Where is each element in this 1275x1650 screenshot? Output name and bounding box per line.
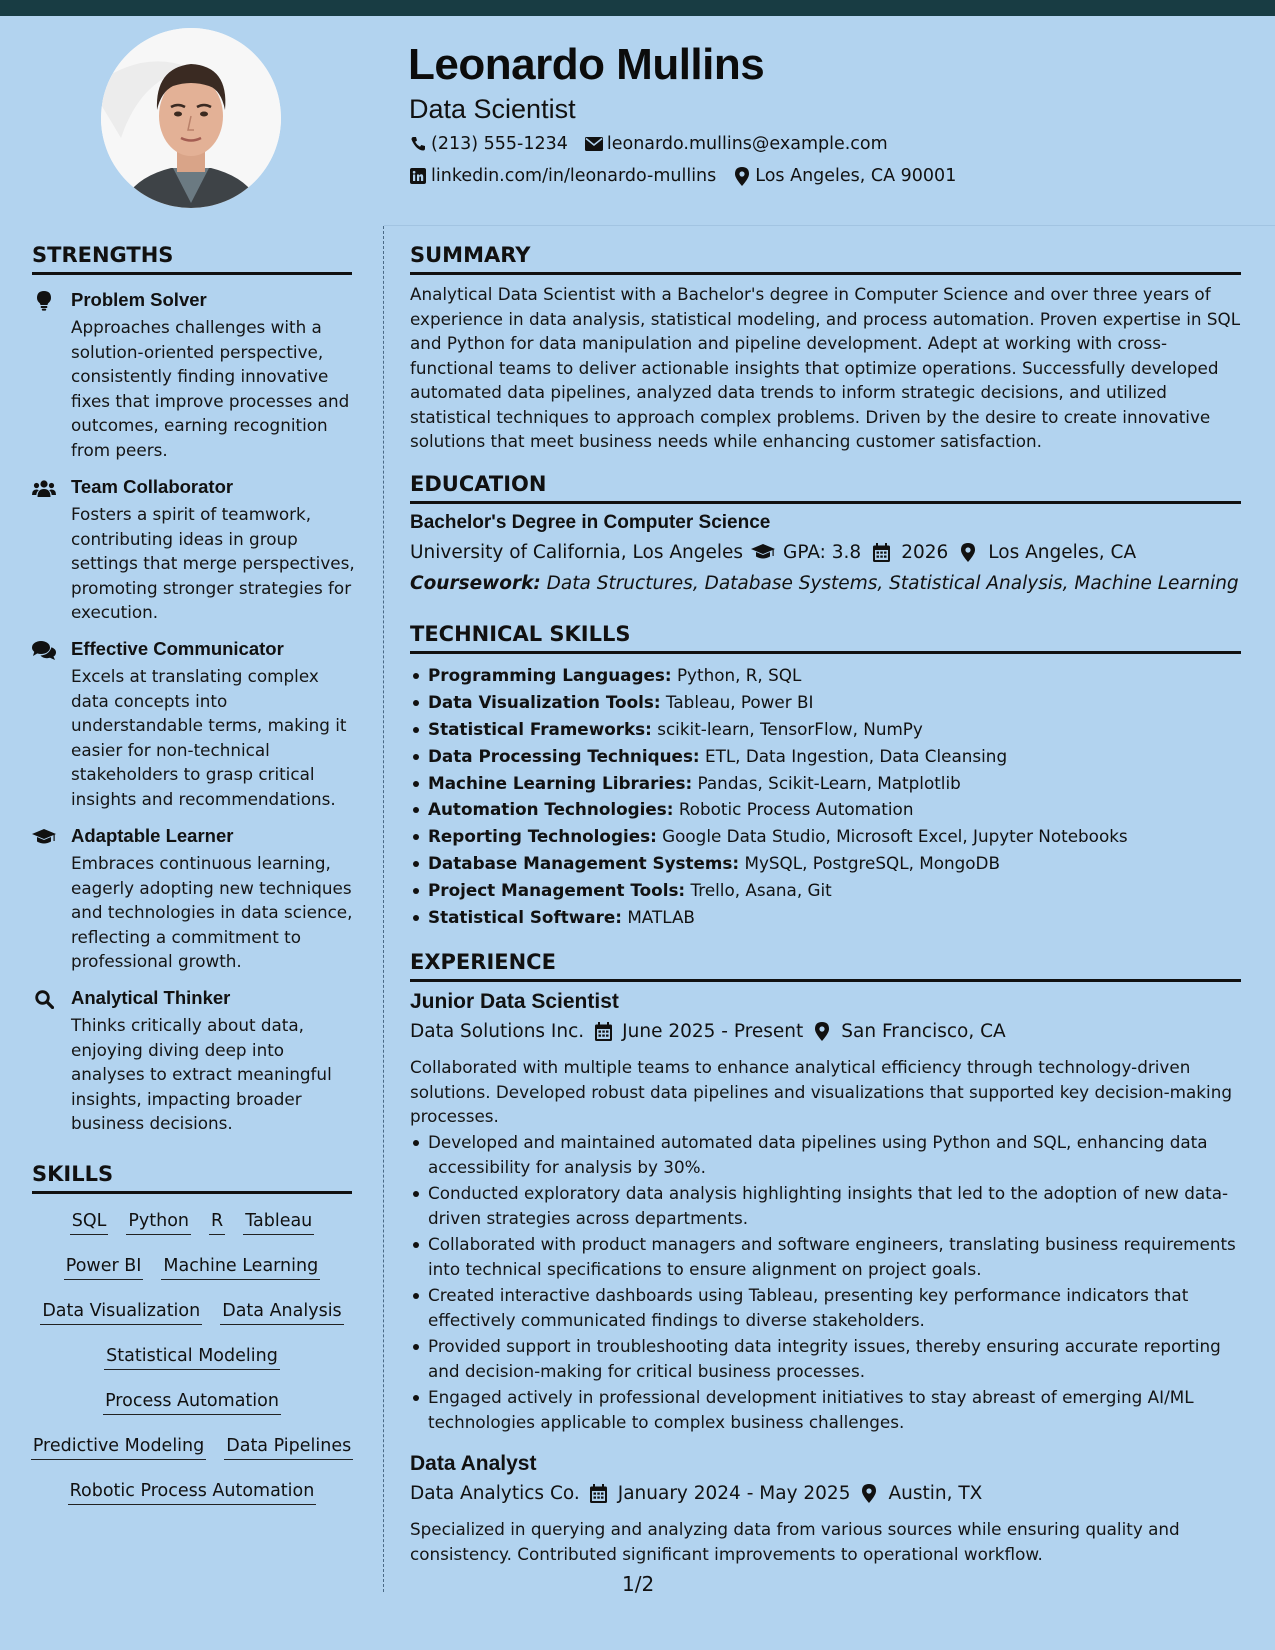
job-title: Junior Data Scientist	[410, 990, 619, 1013]
strength-description: Thinks critically about data, enjoying diving deep into analyses to extract meaningful insights, impacting broader business decisions.	[71, 1015, 332, 1133]
skills-row	[32, 1211, 352, 1235]
list-item: Developed and maintained automated data pipelines using Python and SQL, enhancing data accessibility for analysis by 30%.	[410, 1130, 1245, 1179]
strengths-heading: STRENGTHS	[32, 243, 174, 267]
phone-number[interactable]: (213) 555-1234	[431, 134, 568, 154]
list-item: Created interactive dashboards using Tableau, presenting key performance indicators that effectively communicated findings to diverse stakeholders.	[410, 1283, 1245, 1332]
skill-tag: Data Visualization	[40, 1301, 202, 1325]
job-dates: January 2024 - May 2025	[617, 1483, 851, 1504]
technical-skills-heading: TECHNICAL SKILLS	[410, 622, 631, 646]
contact-row-1	[408, 134, 888, 154]
comments-icon	[32, 640, 56, 660]
calendar-icon	[592, 1022, 614, 1041]
users-icon	[32, 478, 56, 498]
linkedin-link[interactable]: linkedin.com/in/leonardo-mullins	[431, 166, 717, 186]
skill-tag: Robotic Process Automation	[68, 1481, 317, 1505]
skill-tag: Machine Learning	[161, 1256, 320, 1280]
gpa: GPA: 3.8	[783, 542, 862, 563]
skills-row	[32, 1346, 352, 1370]
list-item: Statistical Frameworks: scikit-learn, TensorFlow, NumPy	[410, 716, 1128, 743]
skill-tag: SQL	[70, 1211, 109, 1235]
skill-tag: R	[209, 1211, 225, 1235]
strength-title: Problem Solver	[71, 289, 207, 310]
strength-description: Embraces continuous learning, eagerly adopting new techniques and technologies in data science, reflecting a commitment to professional growth.	[71, 853, 353, 971]
skills-row	[32, 1256, 352, 1280]
education-rule	[410, 501, 1241, 504]
school-name: University of California, Los Angeles	[410, 542, 744, 563]
school-location: Los Angeles, CA	[988, 542, 1137, 563]
job-dates: June 2025 - Present	[622, 1021, 804, 1042]
strength-title: Analytical Thinker	[71, 987, 231, 1008]
coursework-label: Coursework:	[410, 573, 541, 594]
education-details	[410, 542, 1136, 563]
graduation-cap-icon	[32, 827, 56, 847]
summary-heading: SUMMARY	[410, 243, 531, 267]
search-icon	[32, 989, 56, 1009]
strength-title: Team Collaborator	[71, 476, 234, 497]
job-description: Collaborated with multiple teams to enhance analytical efficiency through technology-driven solutions. Developed robust data pipelines and visualizations that supported key decision-making processes.	[410, 1057, 1232, 1126]
map-marker-icon	[858, 1484, 880, 1503]
job-location: San Francisco, CA	[841, 1021, 1006, 1042]
skill-tag: Data Pipelines	[224, 1436, 353, 1460]
column-divider	[383, 226, 384, 1592]
job-title: Data Analyst	[410, 1452, 537, 1475]
skills-row	[32, 1301, 352, 1325]
list-item: Machine Learning Libraries: Pandas, Scikit-Learn, Matplotlib	[410, 770, 1128, 797]
graduation-cap-icon	[751, 544, 775, 561]
linkedin-icon	[408, 166, 428, 186]
header-divider	[384, 225, 1275, 226]
map-marker-icon	[811, 1022, 833, 1041]
strength-title: Adaptable Learner	[71, 825, 234, 846]
skill-tag: Predictive Modeling	[31, 1436, 206, 1460]
lightbulb-icon	[32, 291, 56, 311]
profile-photo	[101, 28, 281, 208]
skills-row	[32, 1391, 352, 1415]
skill-tag: Python	[126, 1211, 191, 1235]
job-details	[410, 1483, 982, 1504]
job-location: Austin, TX	[888, 1483, 983, 1504]
strengths-rule	[32, 272, 352, 275]
job-description: Specialized in querying and analyzing data from various sources while ensuring quality and consistency. Contributed significant improvements to operational workflow.	[410, 1519, 1180, 1564]
skill-tag: Process Automation	[103, 1391, 281, 1415]
strength-description: Excels at translating complex data concepts into understandable terms, making it easier for non-technical stakeholders to grasp critical insights and recommendations.	[71, 666, 347, 809]
coursework-list: Data Structures, Database Systems, Statistical Analysis, Machine Learning	[546, 573, 1239, 594]
list-item: Collaborated with product managers and software engineers, translating business requirements into technical specifications to ensure alignment on project goals.	[410, 1232, 1245, 1281]
summary-text: Analytical Data Scientist with a Bachelor's degree in Computer Science and over three years of experience in data analysis, statistical modeling, and process automation. Proven expertise in SQL and Python for data manipulation and pipeline development. Adept at working with cross-functional teams to deliver actionable insights that optimize operations. Successfully developed automated data pipelines, analyzed data trends to inform strategic decisions, and utilized statistical techniques to approach complex problems. Driven by the desire to create innovative solutions that meet business needs while enhancing customer satisfaction.	[410, 284, 1241, 451]
company-name: Data Analytics Co.	[410, 1483, 580, 1504]
skills-row	[32, 1436, 352, 1460]
list-item: Engaged actively in professional development initiatives to stay abreast of emerging AI/ML technologies applicable to complex business challenges.	[410, 1385, 1245, 1434]
list-item: Reporting Technologies: Google Data Studio, Microsoft Excel, Jupyter Notebooks	[410, 823, 1128, 850]
technical-skills-rule	[410, 651, 1241, 654]
list-item: Statistical Software: MATLAB	[410, 904, 1128, 931]
candidate-location: Los Angeles, CA 90001	[755, 166, 957, 186]
calendar-icon	[869, 543, 893, 562]
page-number: 1/2	[622, 1572, 655, 1596]
skills-heading: SKILLS	[32, 1162, 114, 1186]
map-marker-icon	[732, 166, 752, 186]
graduation-year: 2026	[901, 542, 949, 563]
job-details	[410, 1021, 1006, 1042]
company-name: Data Solutions Inc.	[410, 1021, 585, 1042]
skill-tag: Tableau	[243, 1211, 314, 1235]
experience-rule	[410, 979, 1241, 982]
list-item: Conducted exploratory data analysis highlighting insights that led to the adoption of new data-driven strategies across departments.	[410, 1181, 1245, 1230]
list-item: Data Processing Techniques: ETL, Data Ingestion, Data Cleansing	[410, 743, 1128, 770]
skills-rule	[32, 1191, 352, 1194]
education-heading: EDUCATION	[410, 472, 547, 496]
strength-description: Approaches challenges with a solution-oriented perspective, consistently finding innovative fixes that improve processes and outcomes, earning recognition from peers.	[71, 317, 350, 460]
map-marker-icon	[956, 543, 980, 562]
skill-tag: Data Analysis	[220, 1301, 343, 1325]
candidate-title: Data Scientist	[409, 94, 576, 124]
skill-tag: Statistical Modeling	[104, 1346, 280, 1370]
skills-row	[32, 1481, 352, 1505]
email-link[interactable]: leonardo.mullins@example.com	[606, 134, 888, 154]
calendar-icon	[588, 1484, 610, 1503]
summary-rule	[410, 272, 1241, 275]
list-item: Programming Languages: Python, R, SQL	[410, 662, 1128, 689]
strength-description: Fosters a spirit of teamwork, contributing ideas in group settings that merge perspectives, promoting stronger strategies for execution.	[71, 504, 355, 622]
list-item: Provided support in troubleshooting data integrity issues, thereby ensuring accurate reporting and decision-making for critical business processes.	[410, 1334, 1245, 1383]
strength-title: Effective Communicator	[71, 638, 284, 659]
job-bullets	[410, 1130, 1245, 1436]
candidate-name: Leonardo Mullins	[408, 40, 765, 89]
list-item: Automation Technologies: Robotic Process Automation	[410, 796, 1128, 823]
list-item: Project Management Tools: Trello, Asana, Git	[410, 877, 1128, 904]
experience-heading: EXPERIENCE	[410, 950, 556, 974]
coursework	[410, 573, 1239, 594]
skill-tag: Power BI	[64, 1256, 144, 1280]
list-item: Data Visualization Tools: Tableau, Power BI	[410, 689, 1128, 716]
top-accent-bar	[0, 0, 1275, 16]
contact-row-2	[408, 166, 956, 186]
list-item: Database Management Systems: MySQL, PostgreSQL, MongoDB	[410, 850, 1128, 877]
technical-skills-list	[410, 662, 1128, 931]
degree-title: Bachelor's Degree in Computer Science	[410, 512, 771, 533]
envelope-icon	[584, 134, 604, 154]
phone-icon	[408, 134, 428, 154]
